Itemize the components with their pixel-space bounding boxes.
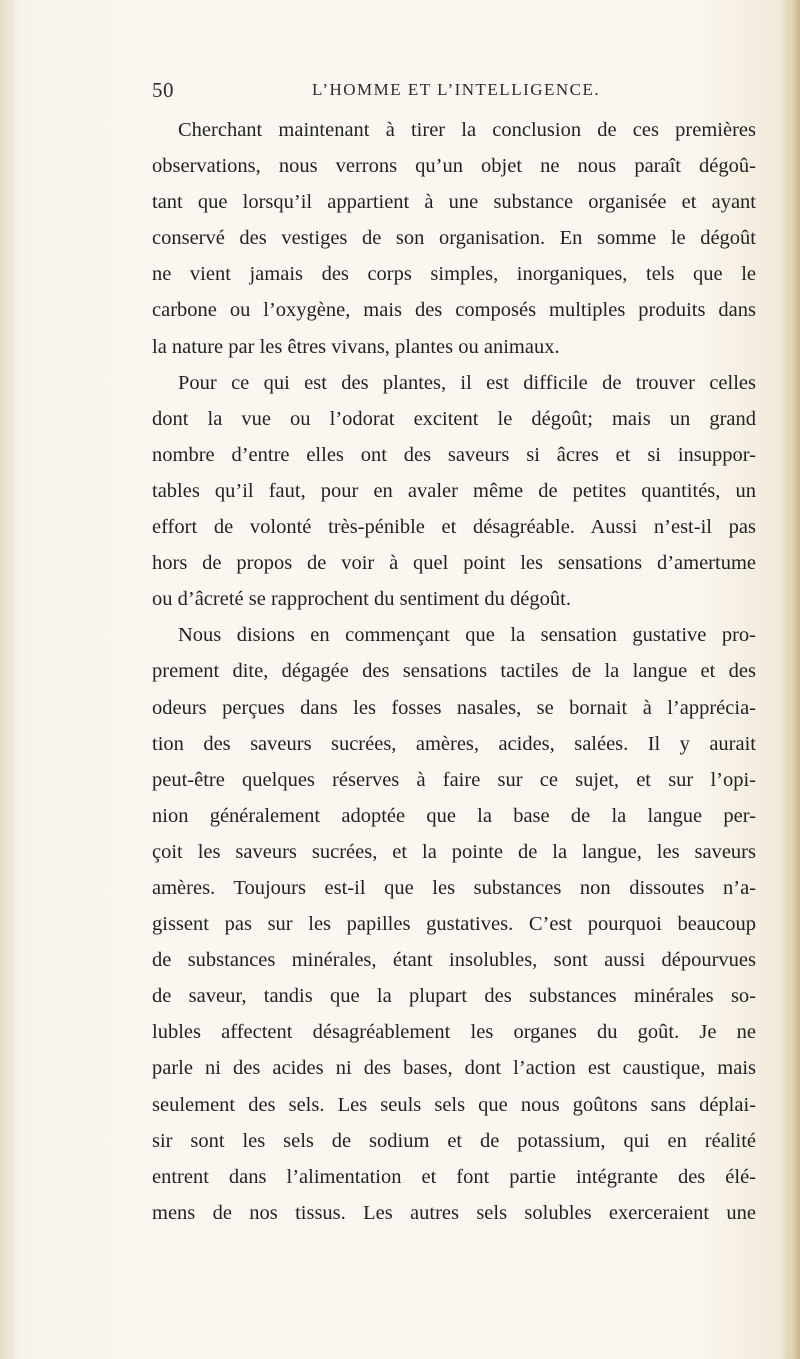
text-line: prement dite, dégagée des sensations tactiles de la langue et des xyxy=(152,660,756,683)
text-line: mens de nos tissus. Les autres sels solubles exerceraient une xyxy=(152,1201,756,1224)
text-line: tant que lorsqu’il appartient à une substance organisée et ayant xyxy=(152,191,756,214)
text-line: Nous disions en commençant que la sensation gustative pro- xyxy=(178,624,756,647)
page-edge-shadow xyxy=(782,0,800,1359)
text-line: çoit les saveurs sucrées, et la pointe de la langue, les saveurs xyxy=(152,840,756,863)
text-line: parle ni des acides ni des bases, dont l’action est caustique, mais xyxy=(152,1057,756,1080)
text-line: nion généralement adoptée que la base de la langue per- xyxy=(152,804,756,827)
text-line: sir sont les sels de sodium et de potassium, qui en réalité xyxy=(152,1129,756,1152)
body-text xyxy=(152,112,756,1231)
text-line: gissent pas sur les papilles gustatives. C’est pourquoi beaucoup xyxy=(152,913,756,936)
text-line: Pour ce qui est des plantes, il est difficile de trouver celles xyxy=(178,371,756,394)
text-line: observations, nous verrons qu’un objet ne nous paraît dégoû- xyxy=(152,155,756,178)
text-line: ou d’âcreté se rapprochent du sentiment du dégoût. xyxy=(152,588,571,611)
text-line: peut-être quelques réserves à faire sur ce sujet, et sur l’opi- xyxy=(152,768,756,791)
text-line: tion des saveurs sucrées, amères, acides, salées. Il y aurait xyxy=(152,732,756,755)
text-line: carbone ou l’oxygène, mais des composés multiples produits dans xyxy=(152,299,756,322)
text-line: ne vient jamais des corps simples, inorganiques, tels que le xyxy=(152,263,756,286)
text-line: lubles affectent désagréablement les organes du goût. Je ne xyxy=(152,1021,756,1044)
text-line: nombre d’entre elles ont des saveurs si âcres et si insuppor- xyxy=(152,443,756,466)
text-line: odeurs perçues dans les fosses nasales, se bornait à l’apprécia- xyxy=(152,696,756,719)
text-line: seulement des sels. Les seuls sels que nous goûtons sans déplai- xyxy=(152,1093,756,1116)
text-line: amères. Toujours est-il que les substances non dissoutes n’a- xyxy=(152,876,756,899)
text-line: tables qu’il faut, pour en avaler même de petites quantités, un xyxy=(152,479,756,502)
text-line: dont la vue ou l’odorat excitent le dégoût; mais un grand xyxy=(152,407,756,430)
text-line: conservé des vestiges de son organisation. En somme le dégoût xyxy=(152,227,756,250)
text-line: entrent dans l’alimentation et font partie intégrante des élé- xyxy=(152,1165,756,1188)
text-line: la nature par les êtres vivans, plantes ou animaux. xyxy=(152,335,560,358)
text-line: de substances minérales, étant insolubles, sont aussi dépourvues xyxy=(152,949,756,972)
text-line: de saveur, tandis que la plupart des substances minérales so- xyxy=(152,985,756,1008)
page-gutter-shadow xyxy=(0,0,14,1359)
text-line: hors de propos de voir à quel point les sensations d’amertume xyxy=(152,552,756,575)
text-line: Cherchant maintenant à tirer la conclusion de ces premières xyxy=(178,119,756,141)
running-head xyxy=(152,78,752,108)
text-line: effort de volonté très-pénible et désagréable. Aussi n’est-il pas xyxy=(152,516,756,539)
page-number: 50 xyxy=(152,78,174,102)
running-title: L’HOMME ET L’INTELLIGENCE. xyxy=(312,80,601,99)
